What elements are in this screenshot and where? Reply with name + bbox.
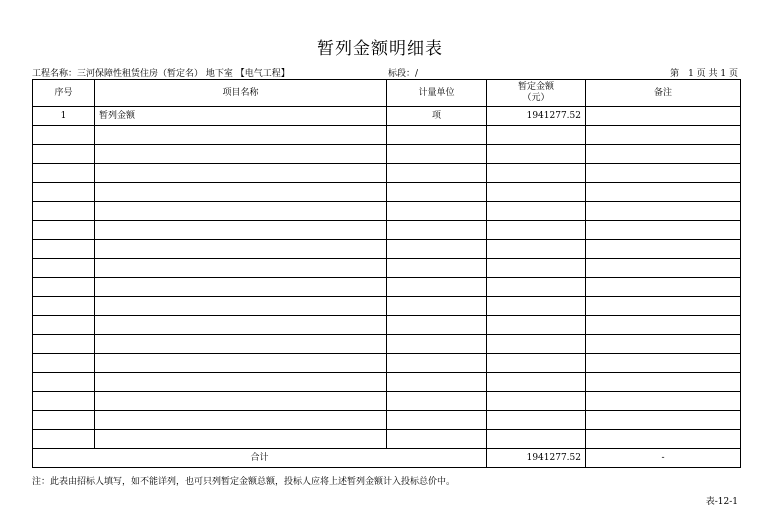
cell-seq <box>33 202 95 221</box>
cell-unit <box>387 392 487 411</box>
table-row <box>33 183 741 202</box>
cell-remark <box>586 316 741 335</box>
table-row <box>33 392 741 411</box>
cell-seq <box>33 354 95 373</box>
table-row <box>33 240 741 259</box>
cell-item-name <box>95 202 387 221</box>
cell-item-name <box>95 373 387 392</box>
cell-remark <box>586 240 741 259</box>
cell-remark <box>586 145 741 164</box>
cell-seq <box>33 164 95 183</box>
cell-remark <box>586 126 741 145</box>
cell-seq <box>33 126 95 145</box>
cell-remark <box>586 107 741 126</box>
footnote: 注：此表由招标人填写，如不能详列，也可只列暂定金额总额，投标人应将上述暂列金额计入投标总价中。 <box>32 477 456 487</box>
provisional-sum-table <box>32 79 741 468</box>
table-row <box>33 145 741 164</box>
total-amount: 1941277.52 <box>487 449 586 468</box>
cell-unit <box>387 297 487 316</box>
cell-item-name <box>95 126 387 145</box>
cell-seq <box>33 297 95 316</box>
cell-amount <box>487 354 586 373</box>
cell-amount <box>487 221 586 240</box>
cell-item-name <box>95 354 387 373</box>
cell-amount <box>487 316 586 335</box>
cell-unit <box>387 164 487 183</box>
cell-amount <box>487 259 586 278</box>
cell-remark <box>586 164 741 183</box>
table-row <box>33 259 741 278</box>
cell-unit <box>387 278 487 297</box>
cell-remark <box>586 392 741 411</box>
cell-unit <box>387 221 487 240</box>
header-amount <box>487 80 586 107</box>
cell-remark <box>586 202 741 221</box>
cell-seq <box>33 392 95 411</box>
cell-unit <box>387 430 487 449</box>
cell-item-name <box>95 259 387 278</box>
total-row <box>33 449 741 468</box>
cell-remark <box>586 335 741 354</box>
cell-amount <box>487 183 586 202</box>
cell-remark <box>586 297 741 316</box>
project-name: 工程名称：三河保障性租赁住房（暂定名） 地下室 【电气工程】 <box>32 69 290 79</box>
page-indicator: 第 1 页 共 1 页 <box>670 69 738 79</box>
table-row <box>33 316 741 335</box>
cell-seq <box>33 430 95 449</box>
cell-seq <box>33 335 95 354</box>
table-row <box>33 354 741 373</box>
cell-remark <box>586 183 741 202</box>
cell-unit <box>387 411 487 430</box>
cell-unit <box>387 373 487 392</box>
cell-unit <box>387 202 487 221</box>
cell-amount <box>487 430 586 449</box>
header-amount-line1: 暂定金额 <box>517 82 554 92</box>
cell-amount: 1941277.52 <box>487 107 586 126</box>
table-row <box>33 430 741 449</box>
cell-item-name <box>95 183 387 202</box>
table-row <box>33 411 741 430</box>
table-row <box>33 373 741 392</box>
cell-amount <box>487 126 586 145</box>
page-title: 暂列金额明细表 <box>317 39 443 59</box>
cell-remark <box>586 278 741 297</box>
header-remark: 备注 <box>586 80 741 107</box>
cell-remark <box>586 354 741 373</box>
cell-amount <box>487 297 586 316</box>
cell-amount <box>487 145 586 164</box>
table-row <box>33 126 741 145</box>
table-row <box>33 335 741 354</box>
cell-seq <box>33 278 95 297</box>
table-row <box>33 221 741 240</box>
cell-remark <box>586 373 741 392</box>
table-row <box>33 202 741 221</box>
cell-unit <box>387 316 487 335</box>
cell-seq <box>33 316 95 335</box>
cell-item-name <box>95 430 387 449</box>
cell-unit <box>387 354 487 373</box>
cell-amount <box>487 411 586 430</box>
cell-seq <box>33 373 95 392</box>
section-label: 标段：/ <box>388 69 419 79</box>
cell-remark <box>586 259 741 278</box>
header-amount-line2: （元） <box>522 93 550 103</box>
header-item-name: 项目名称 <box>95 80 387 107</box>
cell-unit: 项 <box>387 107 487 126</box>
cell-item-name <box>95 278 387 297</box>
cell-item-name <box>95 145 387 164</box>
cell-amount <box>487 164 586 183</box>
cell-unit <box>387 145 487 164</box>
header-unit: 计量单位 <box>387 80 487 107</box>
header-seq: 序号 <box>33 80 95 107</box>
total-remark: - <box>586 449 741 468</box>
cell-unit <box>387 335 487 354</box>
cell-unit <box>387 259 487 278</box>
cell-unit <box>387 240 487 259</box>
cell-seq <box>33 411 95 430</box>
cell-item-name <box>95 411 387 430</box>
cell-seq: 1 <box>33 107 95 126</box>
total-label: 合计 <box>33 449 487 468</box>
cell-item-name: 暂列金额 <box>95 107 387 126</box>
cell-remark <box>586 430 741 449</box>
cell-seq <box>33 259 95 278</box>
table-row <box>33 297 741 316</box>
cell-amount <box>487 373 586 392</box>
cell-item-name <box>95 392 387 411</box>
cell-item-name <box>95 164 387 183</box>
cell-item-name <box>95 240 387 259</box>
cell-remark <box>586 221 741 240</box>
cell-amount <box>487 278 586 297</box>
cell-seq <box>33 145 95 164</box>
table-header-row <box>33 80 741 107</box>
table-row <box>33 278 741 297</box>
table-row <box>33 107 741 126</box>
cell-unit <box>387 183 487 202</box>
cell-item-name <box>95 335 387 354</box>
cell-unit <box>387 126 487 145</box>
cell-seq <box>33 221 95 240</box>
cell-amount <box>487 335 586 354</box>
cell-amount <box>487 202 586 221</box>
cell-item-name <box>95 297 387 316</box>
cell-item-name <box>95 316 387 335</box>
cell-amount <box>487 240 586 259</box>
form-number: 表-12-1 <box>705 497 738 507</box>
cell-seq <box>33 183 95 202</box>
cell-amount <box>487 392 586 411</box>
table-row <box>33 164 741 183</box>
cell-seq <box>33 240 95 259</box>
cell-remark <box>586 411 741 430</box>
cell-item-name <box>95 221 387 240</box>
